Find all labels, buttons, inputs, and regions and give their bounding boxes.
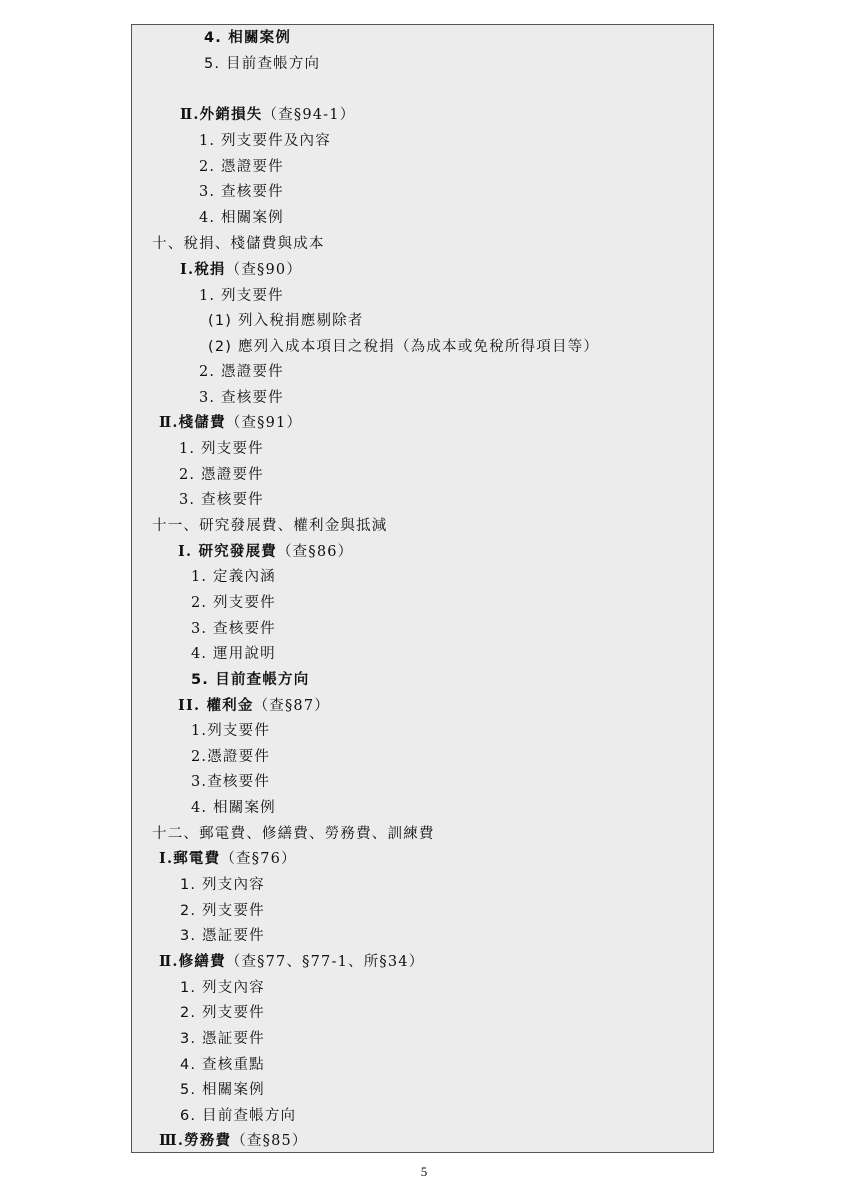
section-heading [180,106,355,124]
section-heading-ref: （查§94-1） [262,107,356,123]
section-heading-title: Ⅱ.外銷損失 [180,106,263,123]
outline-subitem: (2) 應列入成本項目之稅捐（為成本或免稅所得項目等） [208,339,600,355]
section-heading [178,697,330,715]
chapter-heading: 十一、研究發展費、權利金與抵減 [152,518,388,534]
outline-item: 2. 憑證要件 [199,364,284,380]
outline-item: 2. 列支要件 [180,1005,265,1021]
outline-item: 3. 查核要件 [199,390,284,406]
outline-item: 2. 憑證要件 [199,159,284,175]
section-heading [159,953,424,971]
outline-item: 2. 列支要件 [191,595,276,611]
section-heading-title: Ⅱ.修繕費 [159,953,226,970]
section-heading-title: Ⅰ.稅捐 [180,261,226,278]
outline-item: 5. 相關案例 [180,1082,265,1098]
section-heading-title: II. 權利金 [178,697,254,714]
section-heading-ref: （查§76） [220,851,297,867]
section-heading [159,1132,308,1150]
section-heading [180,261,302,279]
section-heading-title: I. 研究發展費 [178,543,277,560]
outline-item: 5. 目前查帳方向 [204,56,321,72]
outline-item: 6. 目前查帳方向 [180,1108,297,1124]
outline-item: 1. 列支內容 [180,877,265,893]
section-heading [159,414,302,432]
outline-subitem: (1) 列入稅捐應剔除者 [208,313,364,329]
outline-item: 2.憑證要件 [191,749,271,765]
chapter-heading: 十、稅捐、棧儲費與成本 [152,236,325,252]
section-heading-ref: （查§77、§77-1、所§34） [225,954,425,970]
outline-item: 4. 相關案例 [191,800,276,816]
chapter-heading: 十二、郵電費、修繕費、勞務費、訓練費 [152,826,435,842]
section-heading-ref: （查§85） [231,1133,308,1149]
outline-item: 3. 憑証要件 [180,928,265,944]
section-heading [178,543,353,561]
outline-item: 3. 查核要件 [199,184,284,200]
page-number: 5 [420,1164,428,1179]
outline-item: 3. 查核要件 [191,621,276,637]
section-heading-title: Ⅰ.郵電費 [159,850,221,867]
outline-item: 4. 運用說明 [191,646,276,662]
outline-item: 2. 列支要件 [180,903,265,919]
outline-item: 2. 憑證要件 [179,467,264,483]
outline-item: 3. 憑証要件 [180,1031,265,1047]
section-heading-ref: （查§91） [225,415,303,431]
outline-item: 1. 列支內容 [180,980,265,996]
section-heading-ref: （查§90） [225,262,303,278]
outline-item: 1. 列支要件 [199,288,284,304]
section-heading [159,850,297,868]
outline-item: 4. 相關案例 [199,210,284,226]
outline-item: 4. 相關案例 [204,30,292,46]
section-heading-title: Ⅱ.棧儲費 [159,414,226,431]
outline-item: 1. 列支要件及內容 [199,133,331,149]
outline-item: 3.查核要件 [191,774,271,790]
outline-item: 1.列支要件 [191,723,271,739]
section-heading-ref: （查§86） [276,544,354,560]
outline-item: 3. 查核要件 [179,492,264,508]
section-heading-ref: （查§87） [253,698,330,714]
section-heading-title: Ⅲ.勞務費 [159,1132,232,1149]
outline-item: 1. 定義內涵 [191,569,276,585]
outline-box [131,24,714,1153]
outline-item: 5. 目前查帳方向 [191,672,310,688]
outline-item: 1. 列支要件 [179,441,264,457]
outline-item: 4. 查核重點 [180,1057,265,1073]
